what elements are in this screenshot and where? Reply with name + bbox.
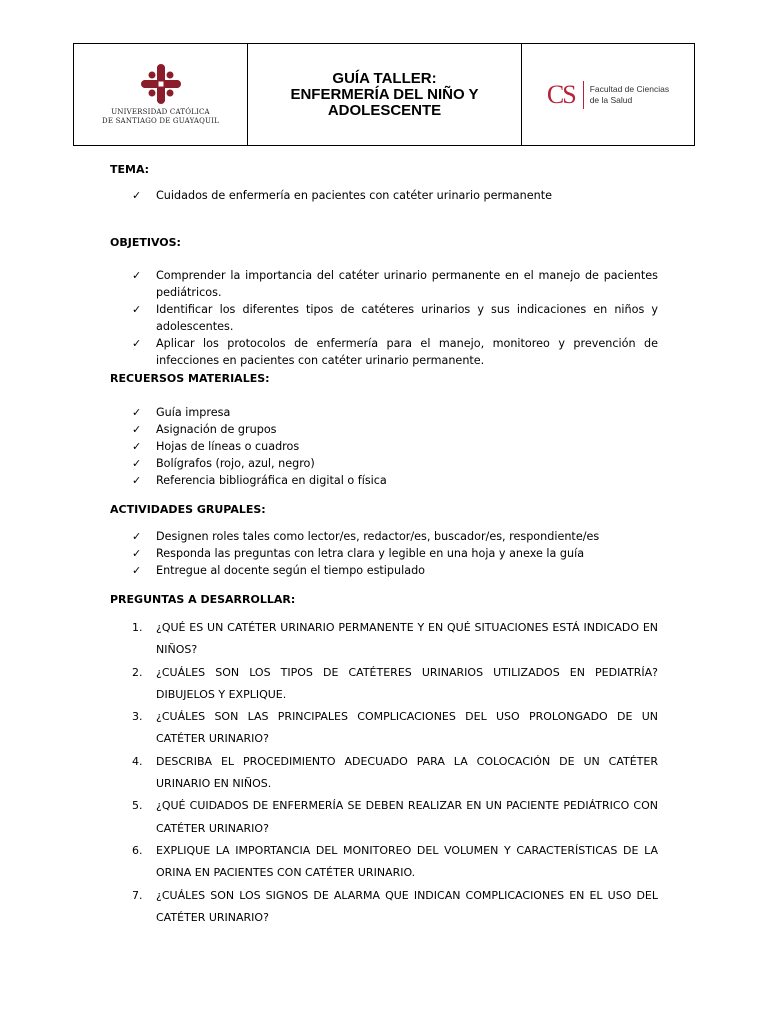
list-item: ✓ Cuidados de enfermería en pacientes con catéter urinario permanente [132,189,552,202]
checkmark-icon: ✓ [132,423,142,436]
section-heading-objetivos: OBJETIVOS: [110,236,181,249]
question-item: 1. ¿QUÉ ES UN CATÉTER URINARIO PERMANENTE Y EN QUÉ SITUACIONES ESTÁ INDICADO EN NIÑOS? [132,621,658,657]
checkmark-icon: ✓ [132,457,142,470]
list-item: ✓ Entregue al docente según el tiempo estipulado [132,564,426,577]
question-item: 5. ¿QUÉ CUIDADOS DE ENFERMERÍA SE DEBEN REALIZAR EN UN PACIENTE PEDIÁTRICO CON CATÉTER URINARIO? [132,799,658,835]
faculty-name: Facultad de Ciencias de la Salud [589,83,670,105]
header-table [73,43,695,146]
list-item: ✓ Aplicar los protocolos de enfermería para el manejo, monitoreo y prevención de infecciones en pacientes con catéter urinario permanente. [132,337,658,367]
section-heading-tema: TEMA: [110,163,150,176]
checkmark-icon: ✓ [132,474,142,487]
checkmark-icon: ✓ [132,530,142,543]
list-item: ✓ Hojas de líneas o cuadros [132,440,300,453]
list-item: ✓ Designen roles tales como lector/es, redactor/es, buscador/es, respondiente/es [132,530,600,543]
list-item: ✓ Bolígrafos (rojo, azul, negro) [132,457,315,470]
question-item: 4. DESCRIBA EL PROCEDIMIENTO ADECUADO PARA LA COLOCACIÓN DE UN CATÉTER URINARIO EN NIÑOS. [132,754,658,791]
title-line: ENFERMERÍA DEL NIÑO Y [290,85,479,103]
checkmark-icon: ✓ [132,406,142,419]
question-item: 2. ¿CUÁLES SON LOS TIPOS DE CATÉTERES URINARIOS UTILIZADOS EN PEDIATRÍA? DIBUJELOS Y EXPLIQUE. [132,665,658,701]
checkmark-icon: ✓ [132,189,142,202]
question-item: 3. ¿CUÁLES SON LAS PRINCIPALES COMPLICACIONES DEL USO PROLONGADO DE UN CATÉTER URINARIO? [132,710,658,746]
checkmark-icon: ✓ [132,564,142,577]
list-item: ✓ Comprender la importancia del catéter urinario permanente en el manejo de pacientes pediátricos. [132,269,658,299]
faculty-logo [547,80,669,110]
list-item: ✓ Asignación de grupos [132,423,277,436]
section-heading-preguntas: PREGUNTAS A DESARROLLAR: [110,593,296,606]
tema-list [110,187,658,204]
checkmark-icon: ✓ [132,303,142,316]
document-title [248,44,522,145]
checkmark-icon: ✓ [132,337,142,350]
faculty-logo-cell [522,44,694,145]
faculty-separator [583,81,584,109]
preguntas-list [110,617,658,929]
list-item: ✓ Responda las preguntas con letra clara y legible en una hoja y anexe la guía [132,547,585,560]
question-item: 6. EXPLIQUE LA IMPORTANCIA DEL MONITOREO DEL VOLUMEN Y CARACTERÍSTICAS DE LA ORINA EN PACIENTES CON CATÉTER URINARIO. [132,843,658,880]
university-logo-cell [74,44,248,145]
checkmark-icon: ✓ [132,440,142,453]
checkmark-icon: ✓ [132,269,142,282]
checkmark-icon: ✓ [132,547,142,560]
recursos-list [110,404,658,489]
faculty-monogram: CS [546,79,575,109]
university-name: UNIVERSIDAD CATÓLICA DE SANTIAGO DE GUAYAQUIL [102,107,219,125]
list-item: ✓ Identificar los diferentes tipos de catéteres urinarios y sus indicaciones en niños y adolescentes. [132,303,658,333]
question-item: 7. ¿CUÁLES SON LOS SIGNOS DE ALARMA QUE INDICAN COMPLICACIONES EN EL USO DEL CATÉTER URINARIO? [132,888,658,924]
title-line: ADOLESCENTE [327,101,442,119]
section-heading-actividades: ACTIVIDADES GRUPALES: [110,503,266,516]
title-line: GUÍA TALLER: [332,69,437,87]
list-item: ✓ Guía impresa [132,406,231,419]
section-heading-recursos: RECUERSOS MATERIALES: [110,372,270,385]
university-cross-logo [141,64,181,104]
objetivos-list [110,267,658,369]
actividades-list [110,528,658,579]
list-item: ✓ Referencia bibliográfica en digital o física [132,474,387,487]
